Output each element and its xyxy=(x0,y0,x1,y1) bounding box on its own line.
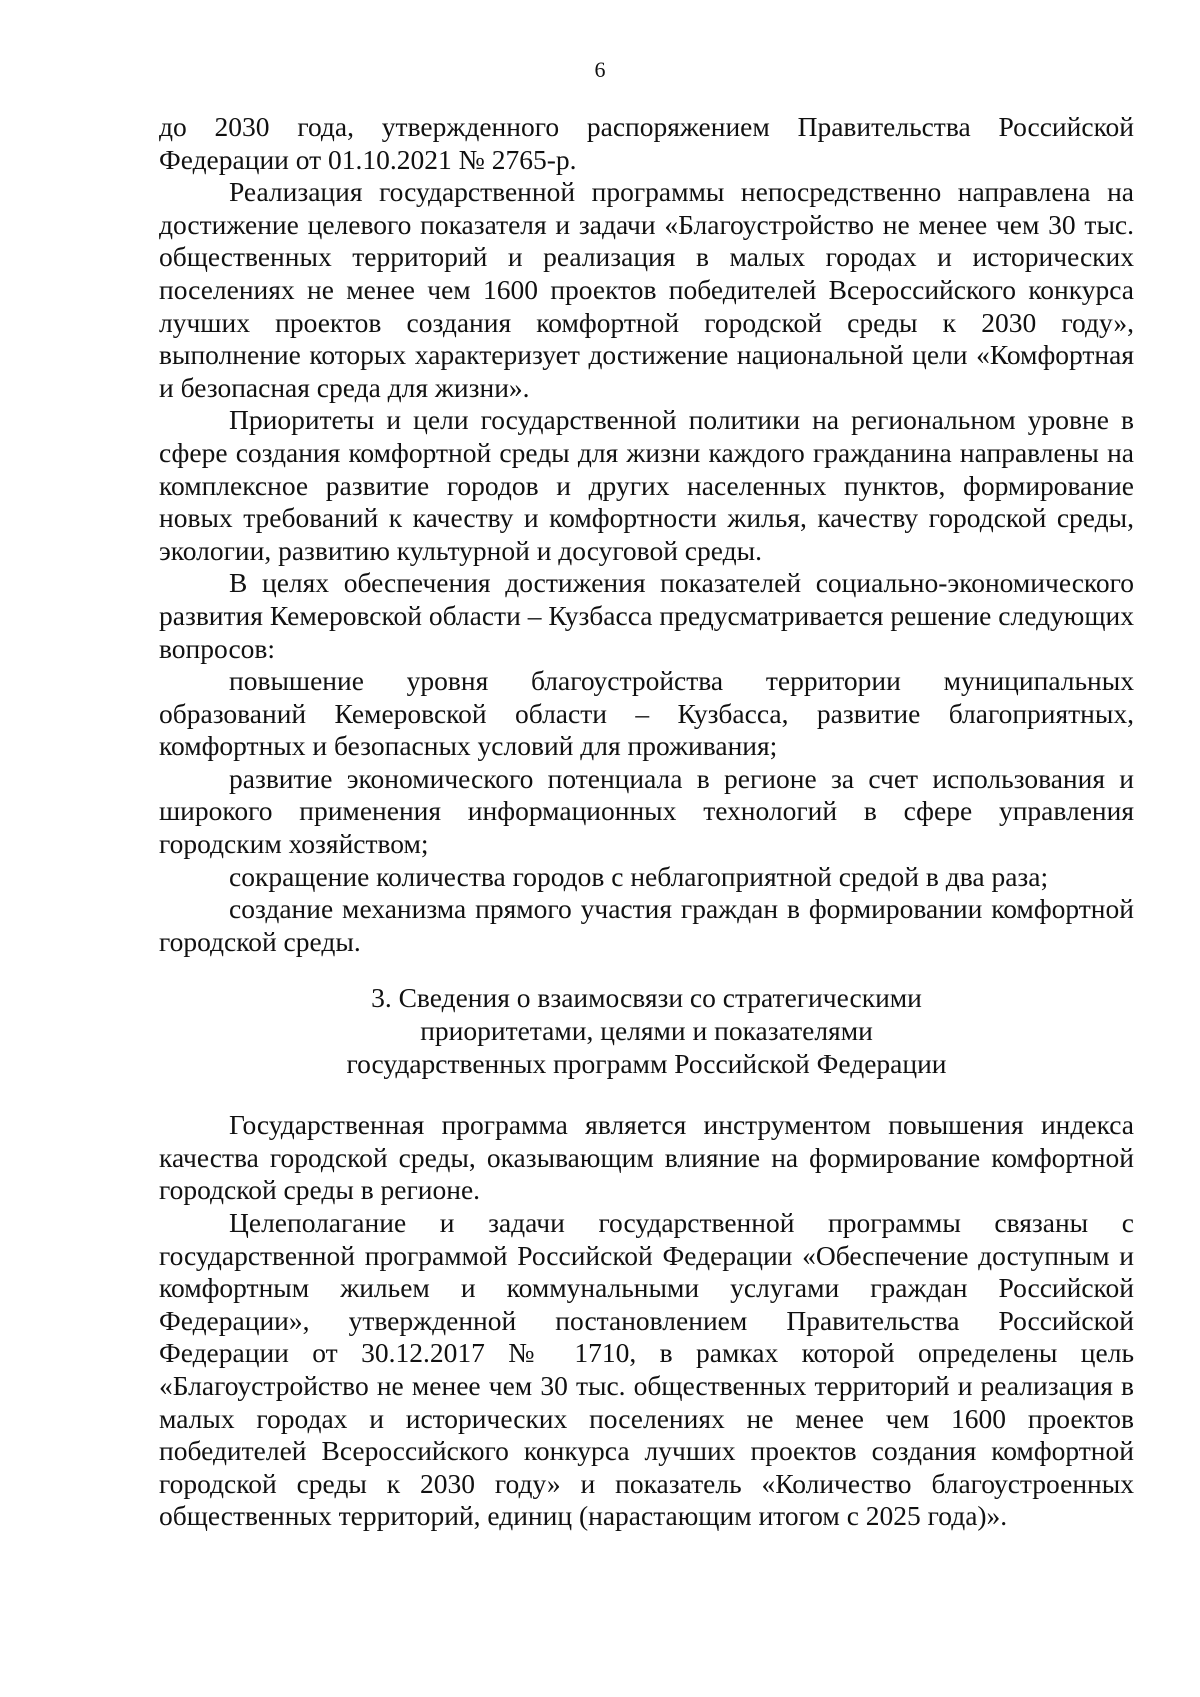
paragraph-priorities: Приоритеты и цели государственной политики на региональном уровне в сфере создания комфортной среды для жизни каждого гражданина направлены на комплексное развитие городов и других населенных пунктов, формирование новых требований к качеству и комфортности жилья, качеству городской среды, экологии, развитию культурной и досуговой среды. xyxy=(159,404,1134,566)
section-heading-line: приоритетами, целями и показателями xyxy=(420,1015,873,1047)
list-item: развитие экономического потенциала в регионе за счет использования и широкого применения информационных технологий в сфере управления городским хозяйством; xyxy=(159,762,1134,860)
paragraph-program-instrument: Государственная программа является инструментом повышения индекса качества городской среды, оказывающим влияние на формирование комфортной городской среды в регионе. xyxy=(159,1109,1134,1206)
page-number: 6 xyxy=(594,57,606,82)
paragraph-continuation: до 2030 года, утвержденного распоряжением Правительства Российской Федерации от 01.10.2021 № 2765-р. xyxy=(159,111,1134,175)
list-item: повышение уровня благоустройства территории муниципальных образований Кемеровской области – Кузбасса, развитие благоприятных, комфортных и безопасных условий для проживания; xyxy=(159,665,1134,762)
section-heading-line: государственных программ Российской Федерации xyxy=(346,1047,947,1079)
paragraph-program-goal: Реализация государственной программы непосредственно направлена на достижение целевого показателя и задачи «Благоустройство не менее чем 30 тыс. общественных территорий и реализация в малых городах и исторических поселениях не менее чем 1600 проектов победителей Всероссийского конкурса лучших проектов создания комфортной городской среды к 2030 году», выполнение которых характеризует достижение национальной цели «Комфортная и безопасная среда для жизни». xyxy=(159,176,1134,403)
list-item: сокращение количества городов с неблагоприятной средой в два раза; xyxy=(229,860,1049,892)
paragraph-federal-linkage: Целеполагание и задачи государственной программы связаны с государственной программой Российской Федерации «Обеспечение доступным и комфортным жильем и коммунальными услугами граждан Российской Федерации», утвержденной постановлением Правительства Российской Федерации от 30.12.2017 № 1710, в рамках которой определены цель «Благоустройство не менее чем 30 тыс. общественных территорий и реализация в малых городах и исторических поселениях не менее чем 1600 проектов победителей Всероссийского конкурса лучших проектов создания комфортной городской среды к 2030 году» и показатель «Количество благоустроенных общественных территорий, единиц (нарастающим итогом с 2025 года)». xyxy=(159,1207,1134,1532)
document-body xyxy=(159,111,1134,1533)
section-heading-line: 3. Сведения о взаимосвязи со стратегическими xyxy=(371,982,922,1014)
spacer xyxy=(159,1080,1134,1109)
section-heading xyxy=(159,982,1134,1080)
paragraph-objectives-intro: В целях обеспечения достижения показателей социально-экономического развития Кемеровской области – Кузбасса предусматривается решение следующих вопросов: xyxy=(159,567,1134,664)
spacer xyxy=(159,958,1134,982)
list-item: создание механизма прямого участия граждан в формировании комфортной городской среды. xyxy=(159,893,1134,957)
